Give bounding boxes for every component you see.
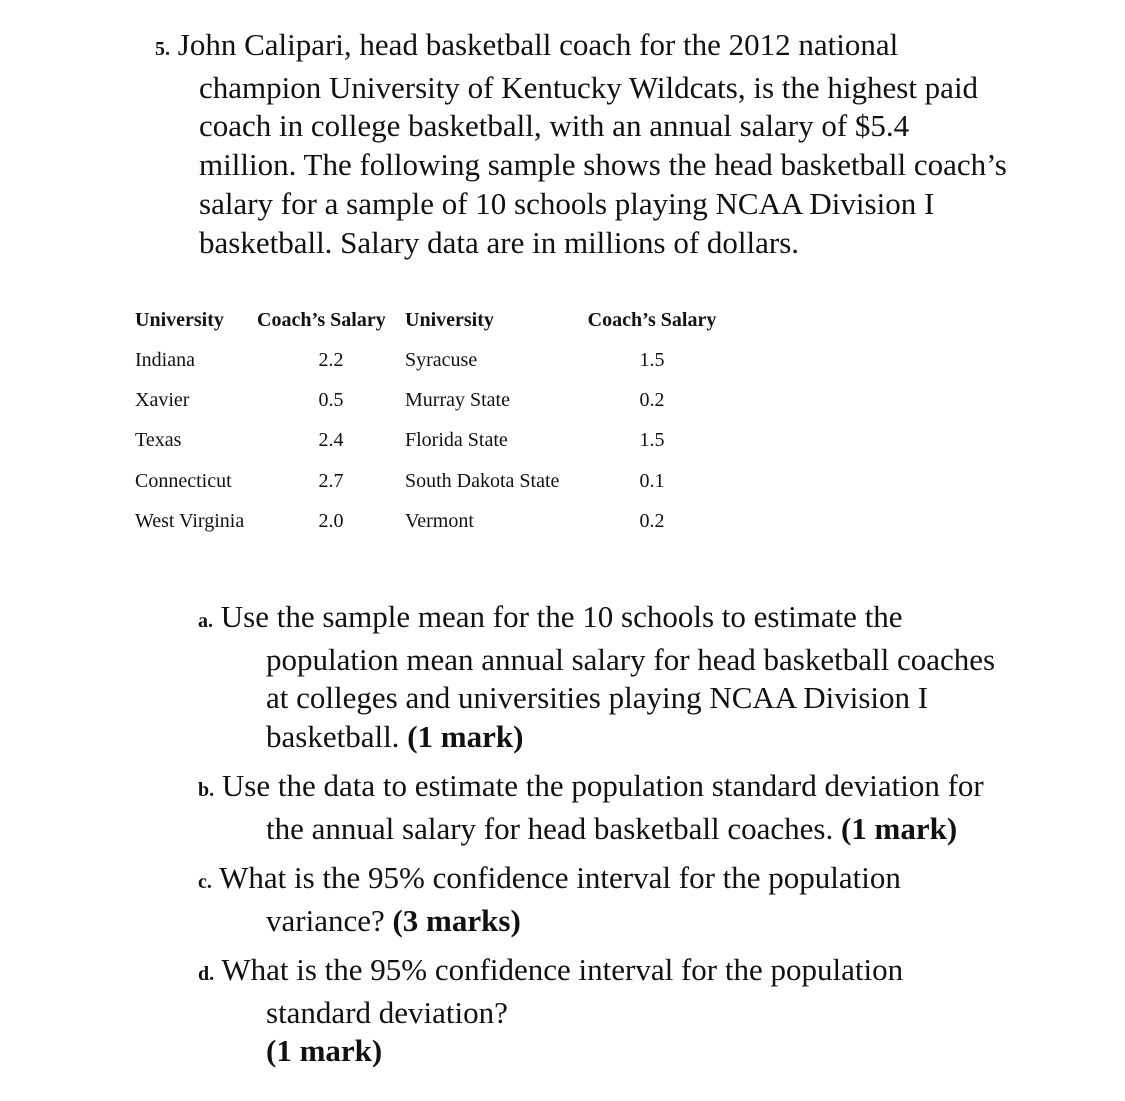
- university-cell: West Virginia: [135, 509, 245, 532]
- university-cell: Syracuse: [405, 348, 478, 371]
- header-salary-2: Coach’s Salary: [587, 308, 717, 331]
- salary-cell: 0.1: [639, 469, 665, 492]
- part-letter: b.: [198, 779, 215, 801]
- university-cell: Xavier: [135, 388, 190, 411]
- question-text: John Calipari, head basketball coach for the 2012 national champion University of Kentucky Wildcats, is the highest paid coach in college basketball, with an annual salary of $5.4 million. The following sample shows the head basketball coach’s salary for a sample of 10 schools playing NCAA Division I basketball. Salary data are in millions of dollars.: [177, 27, 1007, 260]
- university-cell: Murray State: [405, 388, 510, 411]
- university-cell: South Dakota State: [405, 469, 560, 492]
- salary-cell: 2.0: [318, 509, 344, 532]
- table-row: [129, 461, 727, 501]
- salary-cell: 0.2: [639, 509, 665, 532]
- university-cell: Vermont: [405, 509, 474, 532]
- salary-cell: 2.4: [318, 429, 344, 452]
- university-cell: Indiana: [135, 348, 195, 371]
- part-letter: d.: [198, 963, 215, 985]
- table-row: [129, 421, 727, 461]
- table-row: [129, 380, 727, 420]
- part-letter: c.: [198, 871, 212, 893]
- part-marks: (1 mark): [407, 718, 524, 754]
- salary-cell: 2.7: [318, 469, 344, 492]
- part-b: [198, 767, 1008, 848]
- table-header-row: [129, 300, 727, 340]
- salary-cell: 0.5: [318, 388, 344, 411]
- part-marks: (3 marks): [392, 902, 521, 938]
- part-a: [198, 598, 1008, 756]
- part-d: [198, 951, 1008, 1071]
- question-parts: [198, 598, 1008, 1082]
- question-text-block: [131, 26, 1011, 262]
- table-row: [129, 340, 727, 380]
- salary-cell: 1.5: [639, 348, 665, 371]
- header-university-2: University: [405, 308, 494, 331]
- part-text: What is the 95% confidence interval for the population variance?: [219, 860, 901, 938]
- salary-cell: 0.2: [639, 388, 665, 411]
- header-university-1: University: [135, 308, 224, 331]
- part-c: [198, 859, 1008, 940]
- salary-cell: 1.5: [639, 429, 665, 452]
- part-marks: (1 mark): [266, 1033, 383, 1068]
- university-cell: Connecticut: [135, 469, 232, 492]
- university-cell: Texas: [135, 429, 182, 452]
- salary-table: [129, 300, 727, 541]
- part-marks: (1 mark): [840, 810, 958, 846]
- question-number: 5.: [155, 38, 170, 60]
- table-row: [129, 501, 727, 541]
- university-cell: Florida State: [405, 429, 508, 452]
- part-text: Use the data to estimate the population standard deviation for the annual salary for head basketball coaches.: [221, 768, 984, 846]
- question-5: [131, 26, 1011, 262]
- header-salary-1: Coach’s Salary: [257, 308, 386, 331]
- salary-cell: 2.2: [318, 348, 344, 371]
- part-letter: a.: [198, 610, 213, 632]
- part-text: What is the 95% confidence interval for the population standard deviation?: [221, 952, 904, 1030]
- part-text: Use the sample mean for the 10 schools to estimate the population mean annual salary for head basketball coaches at colleges and universities playing NCAA Division I basketball.: [220, 599, 996, 754]
